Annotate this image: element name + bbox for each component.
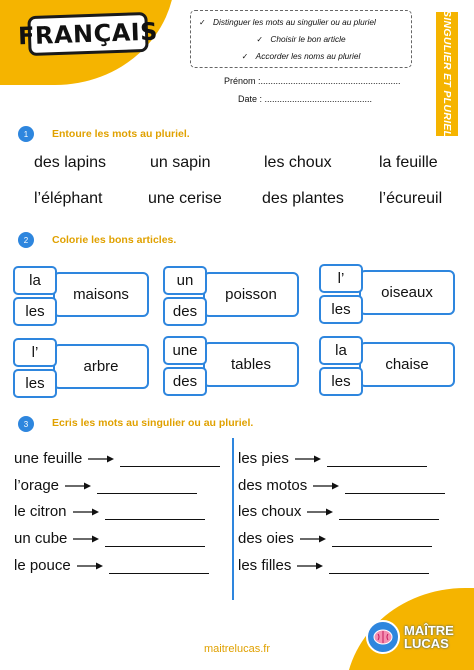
exercise-row bbox=[14, 477, 197, 494]
arrow-right-icon bbox=[297, 561, 323, 571]
section-title-2: Colorie les bons articles. bbox=[52, 234, 177, 246]
article-group bbox=[319, 336, 459, 398]
section-number-2: 2 bbox=[18, 232, 34, 248]
article-option[interactable]: la bbox=[319, 336, 363, 365]
check-icon: ✓ bbox=[256, 35, 264, 44]
article-option[interactable]: les bbox=[319, 295, 363, 324]
arrow-right-icon bbox=[65, 481, 91, 491]
word-item[interactable]: une cerise bbox=[148, 190, 222, 207]
answer-blank[interactable] bbox=[339, 510, 439, 520]
answer-blank[interactable] bbox=[105, 537, 205, 547]
article-option[interactable]: une bbox=[163, 336, 207, 365]
word-item[interactable]: l’écureuil bbox=[379, 190, 443, 207]
exercise-row bbox=[14, 503, 205, 520]
answer-blank[interactable] bbox=[329, 564, 429, 574]
article-option[interactable]: les bbox=[319, 367, 363, 396]
subject-title: FRANÇAIS bbox=[17, 17, 159, 51]
column-divider bbox=[232, 438, 234, 600]
answer-blank[interactable] bbox=[109, 564, 209, 574]
objective-text: Choisir le bon article bbox=[270, 34, 346, 44]
objectives-box bbox=[190, 10, 412, 68]
check-icon: ✓ bbox=[241, 52, 249, 61]
footer-url[interactable]: maitrelucas.fr bbox=[203, 643, 271, 655]
word-item[interactable]: l’éléphant bbox=[34, 190, 103, 207]
article-option[interactable]: des bbox=[163, 367, 207, 396]
arrow-right-icon bbox=[77, 561, 103, 571]
noun-box: tables bbox=[203, 342, 299, 387]
noun-box: poisson bbox=[203, 272, 299, 317]
word-item[interactable]: un sapin bbox=[150, 154, 211, 171]
objective-text: Accorder les noms au pluriel bbox=[255, 51, 361, 61]
section-number-1: 1 bbox=[18, 126, 34, 142]
article-group bbox=[13, 266, 153, 328]
exercise-row bbox=[238, 477, 445, 494]
arrow-right-icon bbox=[307, 507, 333, 517]
prenom-field[interactable]: Prénom :........................................................ bbox=[224, 76, 401, 86]
exercise-word: les pies bbox=[238, 450, 289, 467]
section-title-1: Entoure les mots au pluriel. bbox=[52, 128, 190, 140]
subject-title-box bbox=[17, 12, 159, 56]
exercise-word: des motos bbox=[238, 477, 308, 494]
topic-banner bbox=[436, 12, 458, 136]
exercise-row bbox=[238, 450, 427, 467]
arrow-right-icon bbox=[73, 507, 99, 517]
article-option[interactable]: les bbox=[13, 369, 57, 398]
answer-blank[interactable] bbox=[327, 457, 427, 467]
date-field[interactable]: Date : ........................................... bbox=[238, 94, 373, 104]
brand-name-line2: LUCAS bbox=[404, 636, 449, 651]
article-option[interactable]: un bbox=[163, 266, 207, 295]
article-group bbox=[13, 338, 153, 400]
answer-blank[interactable] bbox=[105, 510, 205, 520]
article-group bbox=[319, 264, 459, 326]
word-item[interactable]: les choux bbox=[264, 154, 332, 171]
answer-blank[interactable] bbox=[332, 537, 432, 547]
article-option[interactable]: les bbox=[13, 297, 57, 326]
word-item[interactable]: des lapins bbox=[34, 154, 107, 171]
exercise-row bbox=[238, 503, 439, 520]
exercise-row bbox=[238, 530, 432, 547]
arrow-right-icon bbox=[73, 534, 99, 544]
objective-text: Distinguer les mots au singulier ou au pluriel bbox=[213, 17, 376, 27]
word-item[interactable]: la feuille bbox=[379, 154, 438, 171]
noun-box: oiseaux bbox=[359, 270, 455, 315]
exercise-word: les filles bbox=[238, 557, 292, 574]
arrow-right-icon bbox=[295, 454, 321, 464]
brand-logo bbox=[366, 620, 454, 654]
exercise-word: des oies bbox=[238, 530, 294, 547]
article-group bbox=[163, 266, 303, 328]
arrow-right-icon bbox=[300, 534, 326, 544]
exercise-row bbox=[14, 530, 205, 547]
brain-icon bbox=[366, 620, 400, 654]
article-option[interactable]: l’ bbox=[319, 264, 363, 293]
brand-name bbox=[404, 624, 454, 650]
exercise-word: une feuille bbox=[14, 450, 83, 467]
exercise-row bbox=[238, 557, 429, 574]
objective-item bbox=[199, 14, 403, 31]
exercise-word: les choux bbox=[238, 503, 302, 520]
noun-box: arbre bbox=[53, 344, 149, 389]
exercise-word: le citron bbox=[14, 503, 67, 520]
answer-blank[interactable] bbox=[120, 457, 220, 467]
word-item[interactable]: des plantes bbox=[262, 190, 344, 207]
answer-blank[interactable] bbox=[345, 484, 445, 494]
objective-item bbox=[199, 48, 403, 65]
noun-box: chaise bbox=[359, 342, 455, 387]
section-number-3: 3 bbox=[18, 416, 34, 432]
article-option[interactable]: des bbox=[163, 297, 207, 326]
topic-banner-text: SINGULIER ET PLURIEL bbox=[441, 10, 453, 138]
section-title-3: Ecris les mots au singulier ou au pluriel. bbox=[52, 417, 254, 429]
exercise-row bbox=[14, 450, 220, 467]
arrow-right-icon bbox=[313, 481, 339, 491]
check-icon: ✓ bbox=[199, 18, 206, 27]
exercise-word: un cube bbox=[14, 530, 68, 547]
arrow-right-icon bbox=[88, 454, 114, 464]
brand-name-line1: MAÎTRE bbox=[404, 623, 454, 638]
exercise-word: le pouce bbox=[14, 557, 71, 574]
article-option[interactable]: la bbox=[13, 266, 57, 295]
exercise-word: l’orage bbox=[14, 477, 60, 494]
article-option[interactable]: l’ bbox=[13, 338, 57, 367]
answer-blank[interactable] bbox=[97, 484, 197, 494]
noun-box: maisons bbox=[53, 272, 149, 317]
article-group bbox=[163, 336, 303, 398]
objective-item bbox=[199, 31, 403, 48]
exercise-row bbox=[14, 557, 209, 574]
